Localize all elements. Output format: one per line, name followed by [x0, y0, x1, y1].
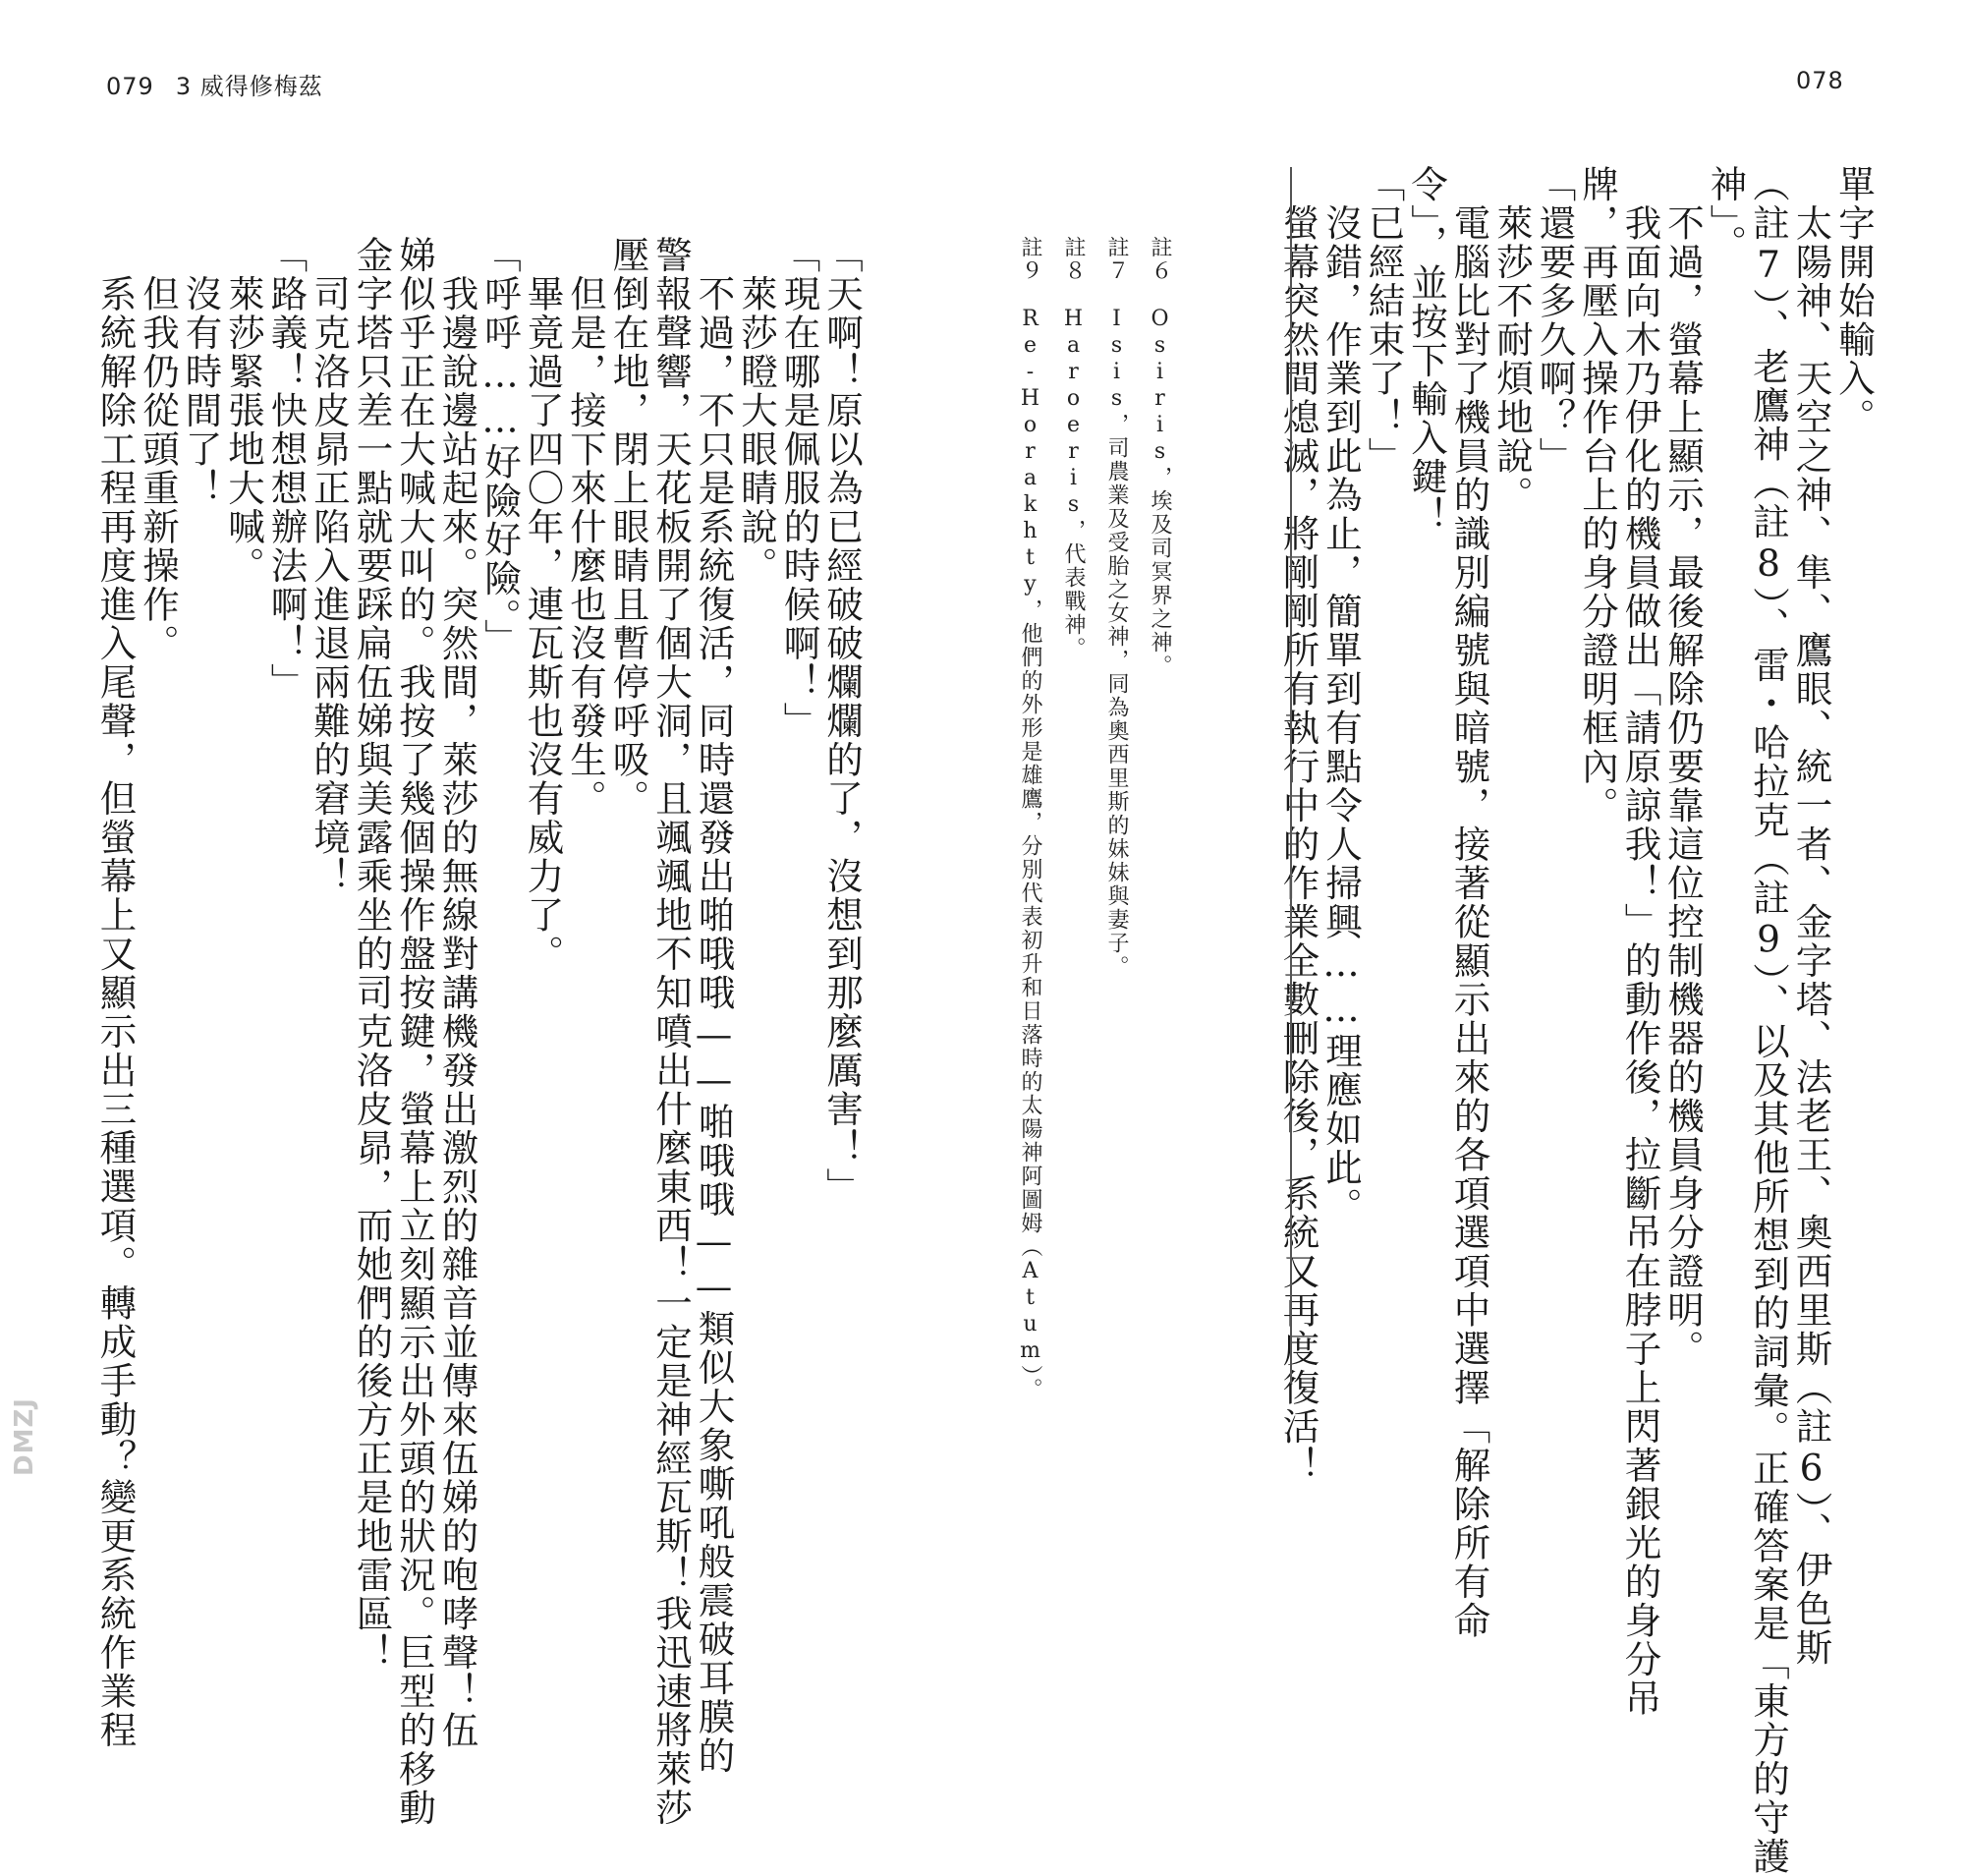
- text-column: 太陽神、天空之神、隼、鷹眼、統一者、金字塔、法老王、奧西里斯（註6）、伊色斯: [1789, 165, 1833, 1668]
- text-column: 沒錯，作業到此為止，簡單到有點令人掃興……理應如此。: [1319, 165, 1363, 1226]
- text-column: 畢竟過了四〇年，連瓦斯也沒有威力了。: [521, 236, 565, 974]
- page-divider: [1290, 167, 1292, 1384]
- text-column: 警報聲響，天花板開了個大洞，且颯颯地不知噴出什麼東西！一定是神經瓦斯！我迅速將萊莎: [649, 236, 693, 1828]
- footnote: 註８ Haroeris，代表戰神。: [1061, 236, 1086, 660]
- text-column: （註7）、老鷹神（註8）、雷・哈拉克（註9）、以及其他所想到的詞彙。正確答案是「東方的守護: [1747, 165, 1790, 1876]
- left-page-number: 079: [106, 73, 154, 100]
- text-column: 神」。: [1704, 165, 1748, 263]
- text-column: 螢幕突然間熄滅，將剛剛所有執行中的作業全數刪除後，系統又再度復活！: [1276, 165, 1320, 1485]
- footnotes: [1008, 236, 1181, 1401]
- text-column: 但我仍從頭重新操作。: [137, 236, 180, 663]
- footnote: 註９ Re-Horakhty，他們的外形是雄鷹，分別代表初升和日落時的太陽神阿圖姆（Atum）。: [1018, 236, 1042, 1401]
- text-column: 沒有時間了！: [179, 236, 223, 508]
- text-column: 萊莎瞪大眼睛說。: [735, 236, 778, 586]
- text-column: 系統解除工程再度進入尾聲，但螢幕上又顯示出三種選項。轉成手動？變更系統作業程: [93, 236, 138, 1750]
- right-page-number: 078: [1796, 67, 1844, 94]
- left-page-header: [106, 67, 323, 101]
- text-column: 司克洛皮昴正陷入進退兩難的窘境！: [308, 236, 351, 896]
- text-column: 萊莎不耐煩地說。: [1490, 165, 1534, 515]
- text-column: 我面向木乃伊化的機員做出「請原諒我！」的動作後，拉斷吊在脖子上閃著銀光的身分吊: [1618, 165, 1662, 1718]
- text-column: 「呼呼……好險好險。」: [478, 236, 522, 657]
- text-column: 娣似乎正在大喊大叫的。我按了幾個操作盤按鍵，螢幕上立刻顯示出外頭的狀況。巨型的移動: [393, 236, 436, 1828]
- text-column: 不過，不只是系統復活，同時還發出啪哦哦——啪哦哦——類似大象嘶吼般震破耳膜的: [692, 236, 736, 1776]
- text-column: 「已經結束了！」: [1362, 165, 1406, 476]
- chapter-title: 3 威得修梅茲: [175, 73, 323, 100]
- text-column: 金字塔只差一點就要踩扁伍娣與美露乘坐的司克洛皮昴，而她們的後方正是地雷區！: [350, 236, 394, 1673]
- text-column: 單字開始輸入。: [1832, 165, 1876, 437]
- left-page-body: [93, 236, 864, 1828]
- watermark-logo: DMZJ: [10, 1397, 39, 1476]
- text-column: 「還要多久啊？」: [1533, 165, 1577, 476]
- text-column: 但是，接下來什麼也沒有發生。: [564, 236, 607, 819]
- text-column: 萊莎緊張地大喊。: [222, 236, 265, 586]
- footnote: 註７ Isis，司農業及受胎之女神，同為奧西里斯的妹妹與妻子。: [1104, 236, 1129, 979]
- text-column: 令」，並按下輸入鍵！: [1405, 165, 1448, 536]
- text-column: 「現在哪是佩服的時候啊！」: [777, 236, 821, 741]
- footnote: 註６ Osiris，埃及司冥界之神。: [1148, 236, 1172, 678]
- text-column: 「天啊！原以為已經破破爛爛的了，沒想到那麼厲害！」: [820, 236, 864, 1207]
- text-column: 壓倒在地，閉上眼睛且暫停呼吸。: [606, 236, 650, 819]
- text-column: 牌，再壓入操作台上的身分證明框內。: [1576, 165, 1619, 825]
- text-column: 不過，螢幕上顯示，最後解除仍要靠這位控制機器的機員身分證明。: [1661, 165, 1705, 1369]
- text-column: 我邊說邊站起來。突然間，萊莎的無線對講機發出激烈的雜音並傳來伍娣的咆哮聲！伍: [435, 236, 479, 1750]
- text-column: 電腦比對了機員的識別編號與暗號，接著從顯示出來的各項選項中選擇「解除所有命: [1447, 165, 1491, 1640]
- text-column: 「路義！快想想辦法啊！」: [264, 236, 309, 702]
- right-page-body: [1276, 165, 1876, 1876]
